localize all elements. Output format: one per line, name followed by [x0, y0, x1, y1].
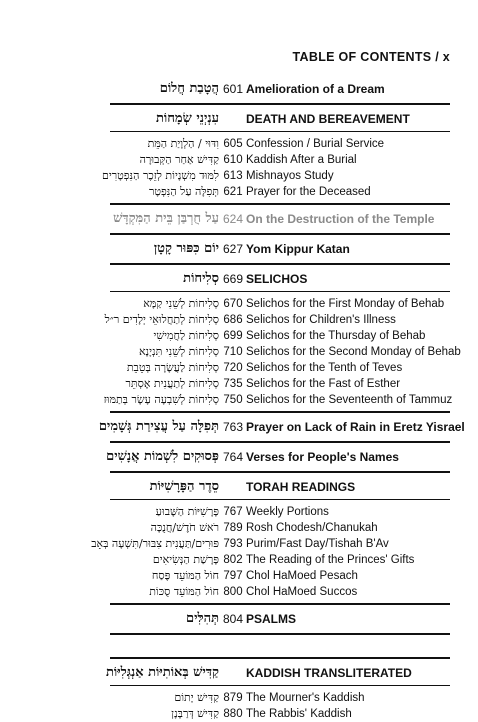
page-number: 710: [223, 346, 243, 358]
page-number: 601: [222, 82, 244, 96]
divider: [110, 657, 450, 659]
page-number: 669: [222, 272, 244, 286]
english-title: Verses for People's Names: [246, 450, 399, 464]
hebrew-title: לִמּוּד מִשְׁנָיוֹת לְזֵכֶר הַנִּפְטָרִים: [101, 169, 219, 182]
english-title: Selichos for the Second Monday of Behab: [246, 346, 461, 358]
hebrew-title: תְּפִלָּה עַל עֲצִירַת גְּשָׁמִים: [98, 419, 219, 434]
hebrew-title: חוֹל הַמּוֹעֵד פֶּסַח: [151, 569, 219, 582]
page-number: 804: [222, 612, 244, 626]
page-header: TABLE OF CONTENTS / x: [292, 50, 450, 64]
page-number: 879: [223, 692, 243, 704]
page-number: 763: [222, 420, 244, 434]
toc-entry: [0, 152, 478, 168]
english-title: Weekly Portions: [246, 506, 329, 518]
english-title: PSALMS: [246, 612, 297, 626]
page-number: 627: [222, 242, 244, 256]
divider: [110, 233, 450, 235]
toc-entry-prayer-for-rain: [0, 416, 478, 438]
english-title: Chol HaMoed Succos: [246, 586, 358, 598]
hebrew-title: סְלִיחוֹת לְשֵׁנִי קַמָּא: [143, 297, 219, 310]
english-title: TORAH READINGS: [246, 480, 356, 494]
english-title: Rosh Chodesh/Chanukah: [246, 522, 378, 534]
hebrew-title: קַדִּישׁ אַחַר הַקְּבוּרָה: [139, 153, 219, 166]
toc-section-selichos: [0, 268, 478, 290]
toc-entry-destruction-of-temple: [0, 208, 478, 230]
hebrew-title: חוֹל הַמּוֹעֵד סֻכּוֹת: [149, 585, 219, 598]
toc-entry: [0, 552, 478, 568]
page-number: 800: [223, 586, 243, 598]
toc-entry: [0, 328, 478, 344]
hebrew-title: וִדּוּי / הַלְוָיַת הַמֵּת: [147, 137, 219, 150]
hebrew-title: יוֹם כִּפּוּר קָטָן: [153, 241, 219, 256]
hebrew-title: סְלִיחוֹת: [183, 271, 219, 286]
toc-entry: [0, 184, 478, 200]
toc-entry: [0, 136, 478, 152]
toc-entry: [0, 568, 478, 584]
hebrew-title: סְלִיחוֹת לַעֲשָׂרָה בְּטֵבֵת: [126, 361, 219, 374]
page-number: 686: [223, 314, 243, 326]
page-number: 797: [223, 570, 243, 582]
hebrew-title: קַדִּישׁ בְּאוֹתִיּוֹת אַנְגְּלִיּוֹת: [105, 665, 219, 680]
english-title: Selichos for the Tenth of Teves: [246, 362, 403, 374]
toc-entry: [0, 360, 478, 376]
page-number: 720: [223, 362, 243, 374]
english-title: Selichos for Children's Illness: [246, 314, 396, 326]
english-title: Selichos for the Thursday of Behab: [246, 330, 426, 342]
toc-entry: [0, 392, 478, 408]
english-title: Selichos for the Seventeenth of Tammuz: [246, 394, 453, 406]
hebrew-title: פָּרָשִׁיּוֹת הַשָּׁבוּעַ: [155, 505, 219, 518]
english-title: Mishnayos Study: [246, 170, 334, 182]
hebrew-title: סְלִיחוֹת לְתַעֲנִית אֶסְתֵּר: [125, 377, 219, 390]
hebrew-title: קַדִּישׁ דְּרַבָּנָן: [171, 707, 219, 720]
english-title: Selichos for the First Monday of Behab: [246, 298, 445, 310]
english-title: Confession / Burial Service: [246, 138, 385, 150]
toc-section-psalms: [0, 608, 478, 630]
toc-entry: [0, 296, 478, 312]
divider: [110, 131, 450, 132]
page-number: 802: [223, 554, 243, 566]
english-title: Amelioration of a Dream: [246, 82, 385, 96]
page-number: 793: [223, 538, 243, 550]
toc-entry-yom-kippur-katan: [0, 238, 478, 260]
english-title: SELICHOS: [246, 272, 308, 286]
hebrew-title: הֲטָבַת חֲלוֹם: [159, 81, 219, 96]
toc-entry-amelioration: [0, 78, 478, 100]
hebrew-title: קַדִּישׁ יָתוֹם: [174, 691, 219, 704]
divider: [110, 499, 450, 500]
toc-section-kaddish-transliterated: [0, 662, 478, 684]
english-title: Purim/Fast Day/Tishah B'Av: [246, 538, 389, 550]
english-title: Kaddish After a Burial: [246, 154, 357, 166]
toc-entry: [0, 706, 478, 722]
english-title: Prayer on Lack of Rain in Eretz Yisrael: [246, 420, 465, 434]
page-number: 735: [223, 378, 243, 390]
toc-entry: [0, 376, 478, 392]
toc-entry: [0, 690, 478, 706]
english-title: KADDISH TRANSLITERATED: [246, 666, 412, 680]
english-title: Selichos for the Fast of Esther: [246, 378, 401, 390]
divider: [110, 103, 450, 105]
hebrew-title: סְלִיחוֹת לְשִׁבְעָה עָשָׂר בְּתַמּוּז: [103, 393, 219, 406]
page-number: 613: [223, 170, 243, 182]
page-number: 624: [222, 212, 244, 226]
divider: [110, 603, 450, 605]
divider: [110, 291, 450, 292]
page-number: 789: [223, 522, 243, 534]
toc-entry-verses-for-names: [0, 446, 478, 468]
page-number: 605: [223, 138, 243, 150]
page-number: 764: [222, 450, 244, 464]
divider: [110, 685, 450, 686]
english-title: Prayer for the Deceased: [246, 186, 371, 198]
english-title: DEATH AND BEREAVEMENT: [246, 112, 410, 126]
toc-entry: [0, 536, 478, 552]
divider: [110, 411, 450, 413]
divider: [110, 441, 450, 443]
toc-entry: [0, 312, 478, 328]
hebrew-title: סְלִיחוֹת לְתַחֲלוּאֵי יְלָדִים ר״ל: [104, 313, 219, 326]
english-title: The Rabbis' Kaddish: [246, 708, 352, 720]
hebrew-title: רֹאשׁ חֹדֶשׁ/חֲנֻכָּה: [150, 521, 219, 534]
table-of-contents: [0, 78, 478, 722]
page-number: 610: [223, 154, 243, 166]
hebrew-title: תְּהִלִּים: [185, 611, 219, 626]
toc-entry: [0, 520, 478, 536]
toc-section-death-and-bereavement: [0, 108, 478, 130]
toc-entry: [0, 584, 478, 600]
toc-entry: [0, 168, 478, 184]
hebrew-title: פָּרָשַׁת הַנְּשִׂיאִים: [152, 553, 219, 566]
english-title: The Reading of the Princes' Gifts: [246, 554, 415, 566]
hebrew-title: פְּסוּקִים לִשְׁמוֹת אֲנָשִׁים: [106, 449, 219, 464]
english-title: The Mourner's Kaddish: [246, 692, 365, 704]
divider: [110, 633, 450, 635]
english-title: Chol HaMoed Pesach: [246, 570, 358, 582]
english-title: On the Destruction of the Temple: [246, 212, 435, 226]
hebrew-title: פּוּרִים/תַּעֲנִית צִבּוּר/תִּשְׁעָה בְּאָב: [91, 537, 219, 550]
toc-section-torah-readings: [0, 476, 478, 498]
toc-entry: [0, 344, 478, 360]
page-number: 670: [223, 298, 243, 310]
divider: [110, 263, 450, 265]
page-number: 621: [223, 186, 243, 198]
spacer: [0, 638, 478, 654]
hebrew-title: עִנְיְנֵי שְׂמָחוֹת: [155, 111, 219, 126]
english-title: Yom Kippur Katan: [246, 242, 350, 256]
hebrew-title: עַל חֻרְבַּן בֵּית הַמִּקְדָּשׁ: [113, 211, 219, 226]
page-number: 750: [223, 394, 243, 406]
page-number: 767: [223, 506, 243, 518]
page-number: 699: [223, 330, 243, 342]
divider: [110, 203, 450, 205]
toc-entry: [0, 504, 478, 520]
hebrew-title: תְּפִלָּה עַל הַנִּפְטָר: [148, 185, 219, 198]
hebrew-title: סְלִיחוֹת לְשֵׁנִי תִּנְיָנָא: [138, 345, 219, 358]
hebrew-title: סְלִיחוֹת לַחֲמִישִׁי: [153, 329, 219, 342]
divider: [110, 471, 450, 473]
page-number: 880: [223, 708, 243, 720]
hebrew-title: סֵדֶר הַפָּרָשִׁיּוֹת: [149, 479, 219, 494]
